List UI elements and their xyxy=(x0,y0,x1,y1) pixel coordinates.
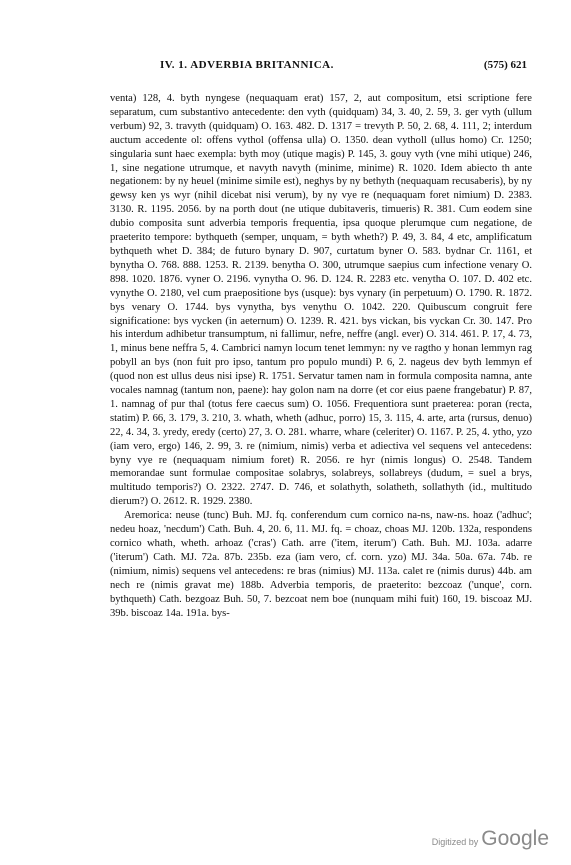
page-number: (575) 621 xyxy=(483,59,527,71)
digitized-by-label: Digitized by xyxy=(431,837,479,847)
paragraph-aremorica: Aremorica: neuse (tunc) Buh. MJ. fq. conferendum cum cornico na-ns, naw-ns. hoaz ('adhuc'; nedeu hoaz, 'necdum') Cath. Buh. 4, 20. 6, 11. MJ. fq. = choaz, choas MJ. 120b. 132a, respondens cornico whath, wheth. arhoaz ('cras') Cath. arre ('item, iterum') Cath. Buh. MJ. 103a. adarre ('iterum') Cath. MJ. 72a. 87b. 235b. eza (iam vero, cf. corn. yzo) MJ. 34a. 50a. 67a. 74b. re (nimium, nimis) sequens vel antecedens: re bras (nimius) MJ. 113a. calet re (nimis durus) 44b. am nech re (nimis gravat me) 188b. Adverbia temporis, de praeterito: bezcoaz ('unque', corn. bythqueth) Cath. bezgoaz Buh. 50, 7. bezcoat nem boe (nunquam mihi fuit) 160, 19. biscoaz MJ. 39b. biscoaz 14a. 191a. bys- xyxy=(110,510,532,619)
body-text xyxy=(110,92,532,620)
google-logo: Google xyxy=(481,827,549,850)
paragraph-cornish: venta) 128, 4. byth nyngese (nequaquam erat) 157, 2, aut compositum, etsi scriptione fere separatum, cum substantivo antecedente: den vyth (quidquam) 34, 3. 40, 2. 59, 3. ger vyth (ullum verbum) 92, 3. travyth (quidquam) O. 163. 482. D. 1317 = trevyth P. 50, 2. 68, 4. 111, 2; interdum auctum accedente ol: offens vythol (offensa ulla) O. 1350. dean vytholl (ullus homo) Cr. 1250; singularia sunt haec exempla: byth moy (utique magis) P. 145, 3. gouy vyth (vne mihi utique) 246, 1, sine negatione utrumque, et navyth navyth (minime, minime) R. 1020. Idem abiecto th ante negationem: by ny heuel (minime simile est), neghys by ny bethyth (nequaquam recusaberis), by ny gewsy ken ys wyr (nihil dicebat nisi verum), by ny vye re (nequaquam foret nimium) D. 2383. 3130. R. 1195. 2056. by na porth dout (ne utique dubitaveris, timueris) R. 381. Cum eodem sine dubio composita sunt adverbia temporis frequentia, ipsa quoque plerumque cum negatione, de praeterito tempore: bythqueth (semper, unquam, = byth wheth?) P. 49, 3. 84, 4 etc, amplificatum bythqueth whet D. 384; de futuro bynary D. 907, curtatum byner O. 583. bydnar Cr. 1161, et bynytha O. 768. 888. 1253. R. 2139. benytha O. 300, utrumque saepius cum infectione venary O. 898. 1020. 1876. vyner O. 2196. vynytha O. 96. D. 124. R. 2283 etc. venytha O. 107. D. 402 etc. vynythe O. 2180, vel cum praepositione bys (usque): bys vynary (in perpetuum) O. 1790. R. 1872. bys venary O. 1744. bys vynytha, bys venythu O. 1042. 220. Quibuscum congruit fere significatione: bys vycken (in aeternum) O. 1239. R. 421. bys vickan, bis vyckan Cr. 30. 147. Pro his interdum adhibetur transumptum, ni fallimur, nefre, neffre (angl. ever) O. 314. 461. P. 17, 4. 73, 1, minus bene neffra 5, 4. Cambrici namyn locum tenet lemmyn: ny ve ragtho y honan lemmyn rag pobyll an bys (non fuit pro ipso, tantum pro populo mundi) P. 6, 2. nageus dev byth lemmyn ef (quod non est ullus deus nisi ipse) R. 1751. Servatur tamen nam in formula composita namna, ante vocales namnag (tantum non, paene): hay golon nam na dorre (et cor eius paene frangebatur) P. 87, 1. namnag of pur thal (totus fere caecus sum) O. 1056. Frequentiora sunt praeterea: poran (recta, statim) P. 66, 3. 179, 3. 210, 3. whath, wheth (adhuc, porro) 15, 3. 115, 4. arte, arta (rursus, denuo) 22, 4. 34, 3. yredy, eredy (certo) 27, 3. O. 281. wharre, whare (celeriter) O. 1167. P. 25, 4. ytho, yzo (iam vero, ergo) 146, 2. 99, 3. re (nimium, nimis) verba et adiectiva vel sequens vel antecedens: byny vye re (nequaquam nimium foret) R. 2056. re hyr (nimis longus) O. 2548. Tandem memorandae sunt formulae compositae solabrys, solabreys, sollabreys (dudum, = suel a brys, multitudo temporis?) O. 2322. 2747. D. 746, et solathyth, solatheth, sollathyth (id., multitudo dierum?) O. 2612. R. 1929. 2380. xyxy=(110,93,532,508)
header-title: IV. 1. ADVERBIA BRITANNICA. xyxy=(160,59,334,71)
running-header xyxy=(96,59,527,73)
digitized-watermark xyxy=(432,827,549,851)
